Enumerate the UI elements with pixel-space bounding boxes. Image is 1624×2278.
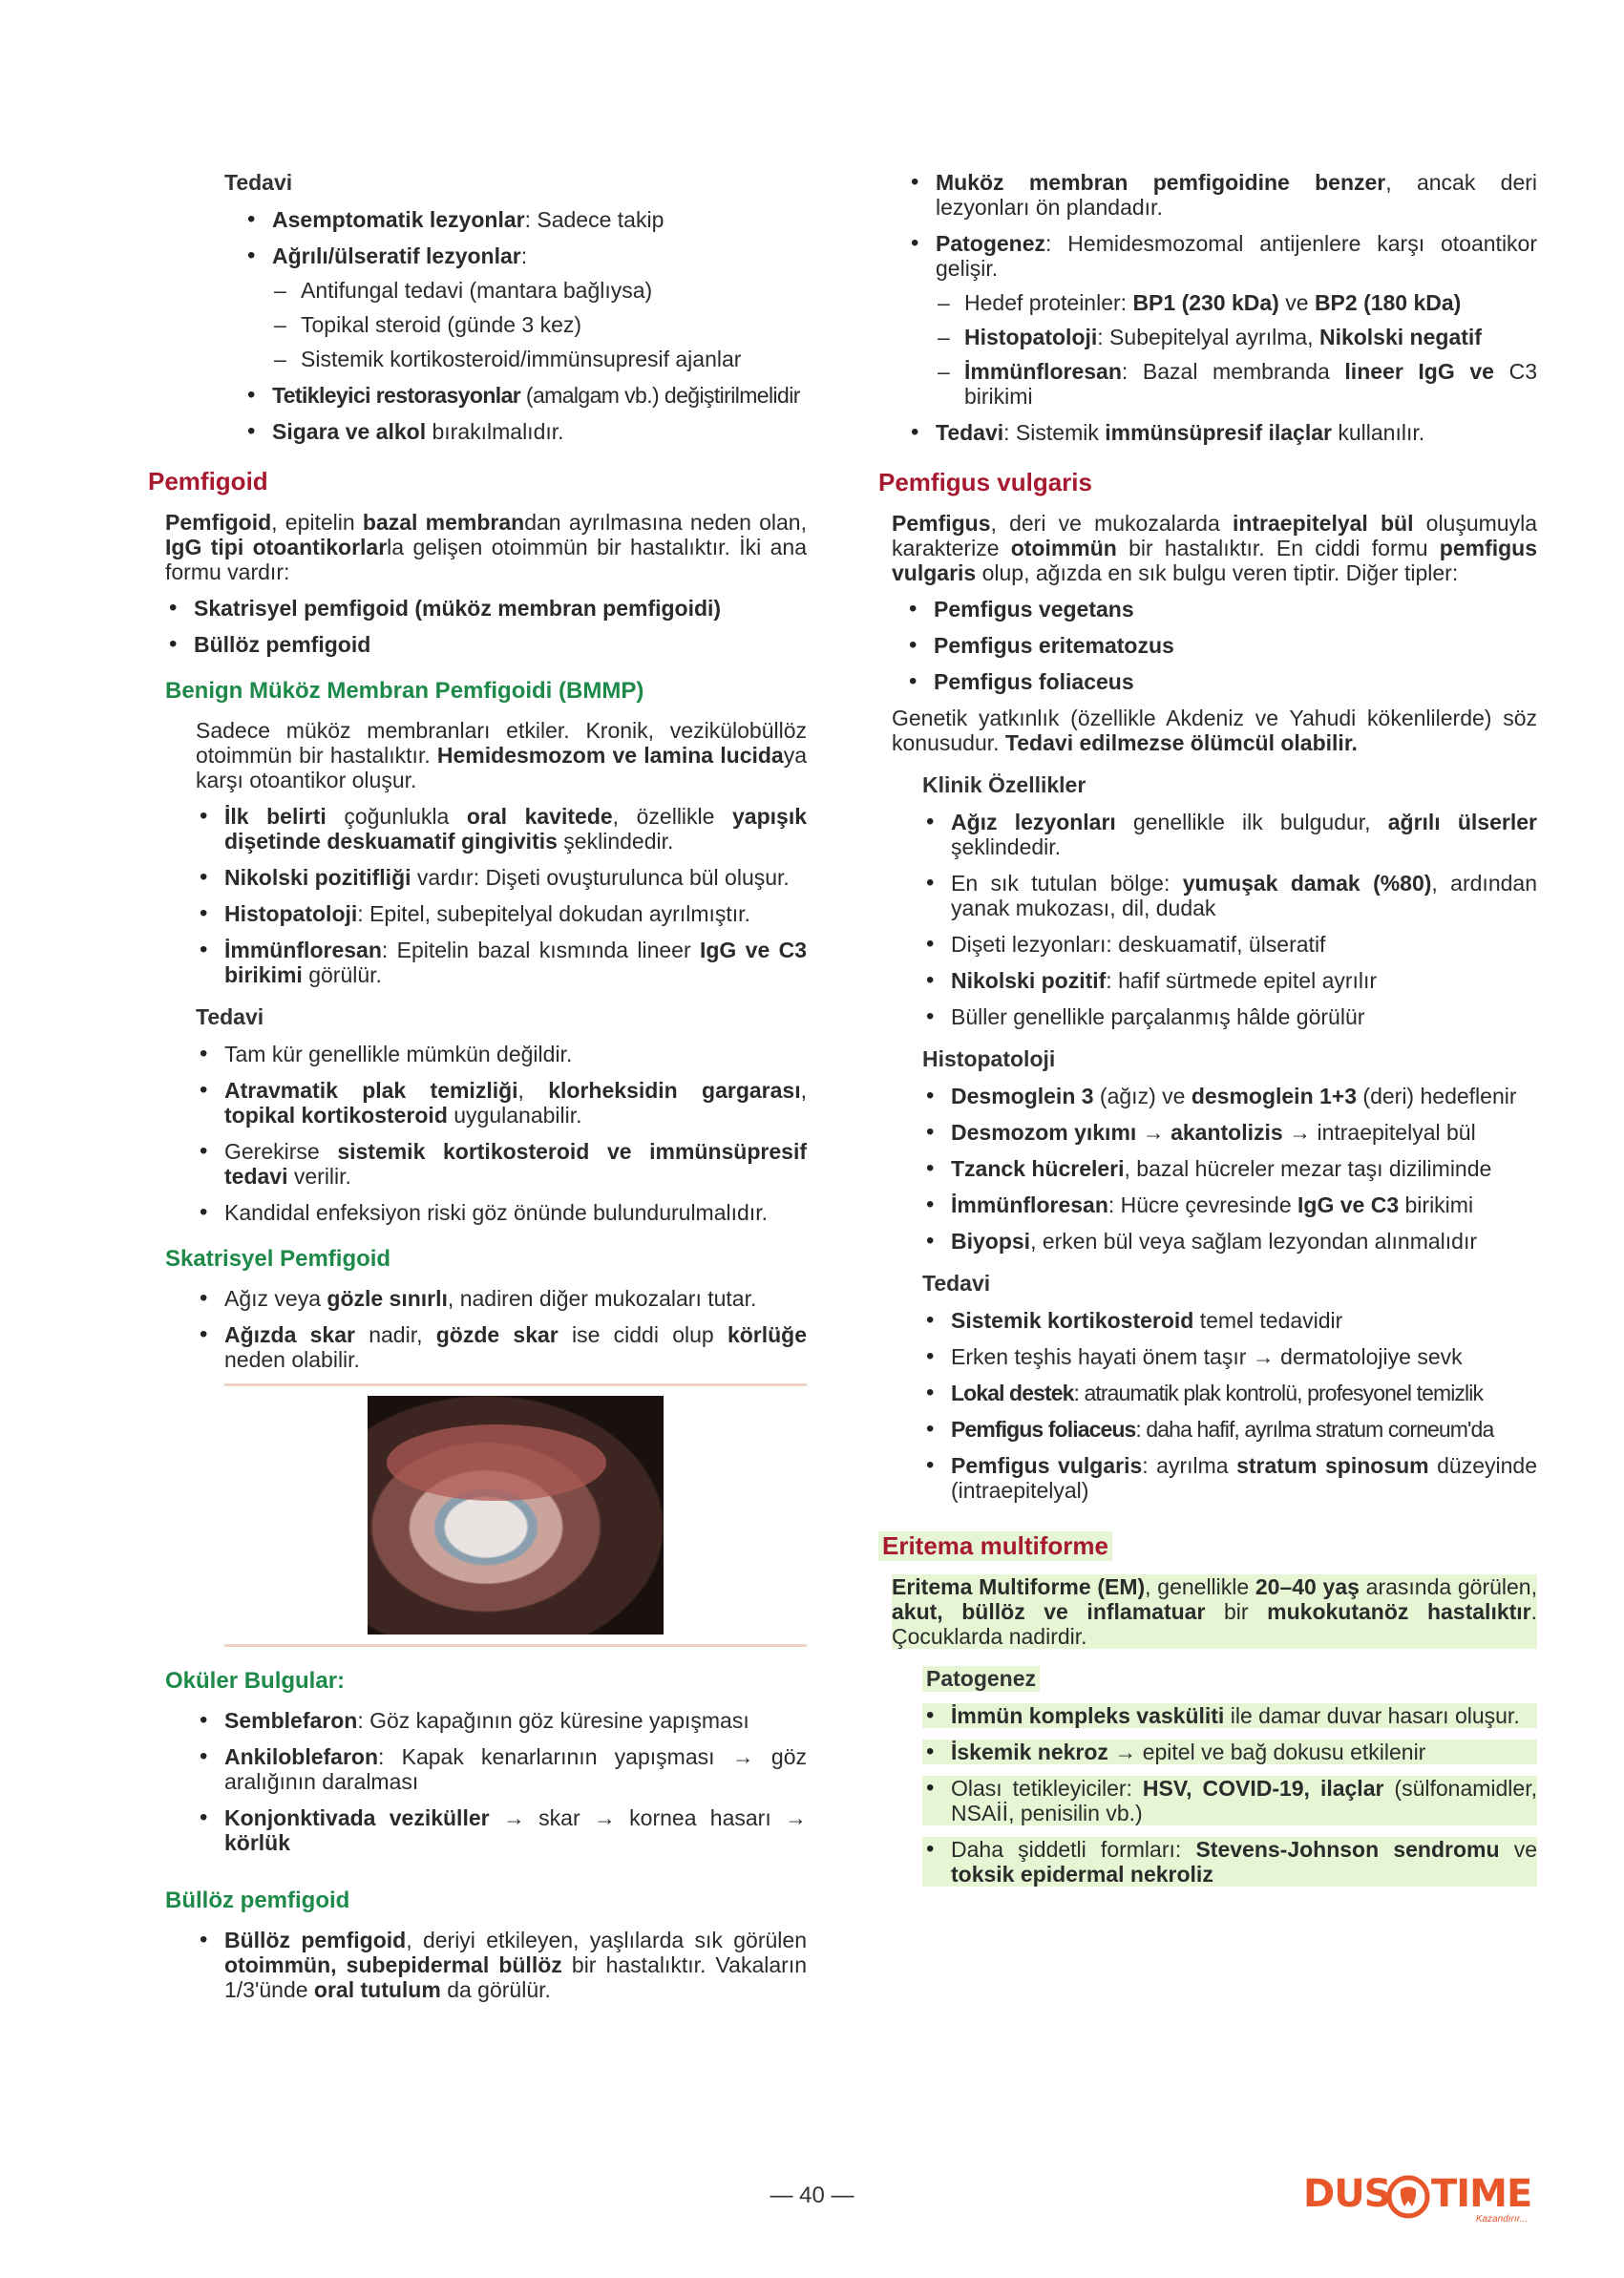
list-item: • Ağızda skar nadir, gözde skar ise ciddi olup körlüğe neden olabilir. bbox=[196, 1322, 807, 1372]
list-item: • Nikolski pozitifliği vardır: Dişeti ovuşturulunca bül oluşur. bbox=[196, 865, 807, 890]
list-item: • Dişeti lezyonları: deskuamatif, ülseratif bbox=[922, 932, 1537, 957]
list-item: • Ağız veya gözle sınırlı, nadiren diğer mukozaları tutar. bbox=[196, 1286, 807, 1311]
sub-item: – Topikal steroid (günde 3 kez) bbox=[272, 312, 807, 337]
list-item: • Pemfigus eritematozus bbox=[905, 633, 1537, 658]
list-item: • Pemfigus foliaceus bbox=[905, 669, 1537, 694]
list-item: • Biyopsi, erken bül veya sağlam lezyondan alınmalıdır bbox=[922, 1229, 1537, 1254]
list-item: • Pemfigus vulgaris: ayrılma stratum spinosum düzeyinde (intraepitelyal) bbox=[922, 1453, 1537, 1503]
divider bbox=[224, 1383, 807, 1386]
list-item: • Ağrılı/ülseratif lezyonlar: – Antifungal tedavi (mantara bağlıysa) – Topikal steroid (günde 3 kez) – Sistemik kortikosteroid/immünsupresif ajanlar bbox=[243, 243, 807, 371]
list-item: • İmmün kompleks vasküliti ile damar duvar hasarı oluşur. bbox=[922, 1703, 1537, 1728]
list-item: • İskemik nekroz → epitel ve bağ dokusu etkilenir bbox=[922, 1740, 1537, 1764]
list-item: • Atravmatik plak temizliği, klorheksidin gargarası, topikal kortikosteroid uygulanabilir. bbox=[196, 1078, 807, 1128]
list-item: • Büller genellikle parçalanmış hâlde görülür bbox=[922, 1004, 1537, 1029]
list-item: • Pemfigus vegetans bbox=[905, 597, 1537, 622]
list-item: • Semblefaron: Göz kapağının göz küresine yapışması bbox=[196, 1708, 807, 1733]
sub-item: – Histopatoloji: Subepitelyal ayrılma, Nikolski negatif bbox=[936, 325, 1537, 349]
list-item: • Büllöz pemfigoid, deriyi etkileyen, yaşlılarda sık görülen otoimmün, subepidermal büllöz bir hastalıktır. Vakaların 1/3'ünde oral tutulum da görülür. bbox=[196, 1928, 807, 2002]
brand-logo: DUS TIME Kazandırır... bbox=[1303, 2172, 1532, 2225]
list-item: • Konjonktivada veziküller → skar → kornea hasarı → körlük bbox=[196, 1805, 807, 1855]
paragraph: Pemfigus, deri ve mukozalarda intraepitelyal bül oluşumuyla karakterize otoimmün bir hastalıktır. En ciddi formu pemfigus vulgaris olup, ağızda en sık bulgu veren tiptir. Diğer tipler: bbox=[892, 511, 1538, 585]
list-item: • Sigara ve alkol bırakılmalıdır. bbox=[243, 419, 807, 444]
list-item: • Sistemik kortikosteroid temel tedavidir bbox=[922, 1308, 1537, 1333]
section-title-okuler: Oküler Bulgular: bbox=[165, 1668, 346, 1694]
list-item: • Desmozom yıkımı → akantolizis → intraepitelyal bül bbox=[922, 1120, 1537, 1145]
list-item: • En sık tutulan bölge: yumuşak damak (%80), ardından yanak mukozası, dil, dudak bbox=[922, 871, 1537, 920]
list-item: • Tedavi: Sistemik immünsüpresif ilaçlar kullanılır. bbox=[907, 420, 1537, 445]
list-item: • Lokal destek: atraumatik plak kontrolü, profesyonel temizlik bbox=[922, 1381, 1537, 1405]
tedavi-heading: Tedavi bbox=[224, 170, 293, 195]
tooth-icon bbox=[1385, 2174, 1431, 2220]
page-number: — 40 — bbox=[770, 2183, 854, 2208]
divider bbox=[224, 1644, 807, 1647]
list-item: • Tetikleyici restorasyonlar (amalgam vb.) değiştirilmelidir bbox=[243, 383, 807, 408]
section-title-bulloz: Büllöz pemfigoid bbox=[165, 1888, 350, 1913]
list-item: • Tzanck hücreleri, bazal hücreler mezar taşı diziliminde bbox=[922, 1156, 1537, 1181]
histopatoloji-heading: Histopatoloji bbox=[922, 1046, 1056, 1071]
list-item: • Büllöz pemfigoid bbox=[165, 632, 807, 657]
list-item: • İlk belirti çoğunlukla oral kavitede, özellikle yapışık dişetinde deskuamatif gingivitis şeklindedir. bbox=[196, 804, 807, 854]
paragraph: Sadece müköz membranları etkiler. Kronik, vezikülobüllöz otoimmün bir hastalıktır. Hemidesmozom ve lamina lucidaya karşı otoantikor oluşur. bbox=[196, 718, 808, 792]
eye-photo bbox=[368, 1396, 664, 1635]
section-title-pemfigus-vulgaris: Pemfigus vulgaris bbox=[878, 468, 1092, 496]
paragraph: Pemfigoid, epitelin bazal membrandan ayrılmasına neden olan, IgG tipi otoantikorlarla gelişen otoimmün bir hastalıktır. İki ana formu vardır: bbox=[165, 510, 808, 584]
paragraph: Eritema Multiforme (EM), genellikle 20–40 yaş arasında görülen, akut, büllöz ve inflamatuar bir mukokutanöz hastalıktır. Çocuklarda nadirdir. bbox=[892, 1574, 1538, 1649]
list-item: • Nikolski pozitif: hafif sürtmede epitel ayrılır bbox=[922, 968, 1537, 993]
list-item: • Skatrisyel pemfigoid (müköz membran pemfigoidi) bbox=[165, 596, 807, 621]
list-item: • Kandidal enfeksiyon riski göz önünde bulundurulmalıdır. bbox=[196, 1200, 807, 1225]
section-title-skatrisyel: Skatrisyel Pemfigoid bbox=[165, 1246, 391, 1272]
list-item: • Erken teşhis hayati önem taşır → dermatolojiye sevk bbox=[922, 1344, 1537, 1369]
right-column bbox=[878, 162, 1537, 1898]
sub-item: – Antifungal tedavi (mantara bağlıysa) bbox=[272, 278, 807, 303]
section-title-pemfigoid: Pemfigoid bbox=[148, 467, 268, 496]
tedavi-heading: Tedavi bbox=[922, 1271, 991, 1296]
left-column bbox=[148, 162, 807, 2014]
list-item: • Gerekirse sistemik kortikosteroid ve immünsüpresif tedavi verilir. bbox=[196, 1139, 807, 1189]
list-item: • Desmoglein 3 (ağız) ve desmoglein 1+3 (deri) hedeflenir bbox=[922, 1084, 1537, 1108]
list-item: • Muköz membran pemfigoidine benzer, ancak deri lezyonları ön plandadır. bbox=[907, 170, 1537, 220]
list-item: • İmmünfloresan: Epitelin bazal kısmında lineer IgG ve C3 birikimi görülür. bbox=[196, 938, 807, 987]
list-item: • Pemfigus foliaceus: daha hafif, ayrılma stratum corneum'da bbox=[922, 1417, 1537, 1442]
sub-item: – Sistemik kortikosteroid/immünsupresif ajanlar bbox=[272, 347, 807, 371]
list-item: • Ağız lezyonları genellikle ilk bulgudur, ağrılı ülserler şeklindedir. bbox=[922, 810, 1537, 859]
sub-item: – Hedef proteinler: BP1 (230 kDa) ve BP2 (180 kDa) bbox=[936, 290, 1537, 315]
list-item: • Olası tetikleyiciler: HSV, COVID-19, ilaçlar (sülfonamidler, NSAİİ, penisilin vb.) bbox=[922, 1776, 1537, 1825]
list-item: • İmmünfloresan: Hücre çevresinde IgG ve C3 birikimi bbox=[922, 1192, 1537, 1217]
list-item: • Tam kür genellikle mümkün değildir. bbox=[196, 1042, 807, 1066]
section-title-eritema-multiforme: Eritema multiforme bbox=[878, 1531, 1537, 1561]
list-item: • Ankiloblefaron: Kapak kenarlarının yapışması → göz aralığının daralması bbox=[196, 1744, 807, 1794]
section-title-bmmp: Benign Müköz Membran Pemfigoidi (BMMP) bbox=[165, 678, 644, 704]
paragraph: Genetik yatkınlık (özellikle Akdeniz ve Yahudi kökenlilerde) söz konusudur. Tedavi edilmezse ölümcül olabilir. bbox=[892, 706, 1537, 755]
patogenez-heading: Patogenez bbox=[922, 1666, 1537, 1692]
list-item: • Histopatoloji: Epitel, subepitelyal dokudan ayrılmıştır. bbox=[196, 901, 807, 926]
sub-item: – İmmünfloresan: Bazal membranda lineer IgG ve C3 birikimi bbox=[936, 359, 1537, 409]
list-item: • Daha şiddetli formları: Stevens-Johnson sendromu ve toksik epidermal nekroliz bbox=[922, 1837, 1537, 1887]
list-item: • Patogenez: Hemidesmozomal antijenlere karşı otoantikor gelişir. – Hedef proteinler: BP1 (230 kDa) ve BP2 (180 kDa) – Histopatoloji: Subepitelyal ayrılma, Nikolski negatif – İmmünfloresan: Bazal membranda lineer IgG ve C3 birikimi bbox=[907, 231, 1537, 409]
list-item: • Asemptomatik lezyonlar: Sadece takip bbox=[243, 207, 807, 232]
tedavi-heading: Tedavi bbox=[196, 1004, 264, 1029]
klinik-heading: Klinik Özellikler bbox=[922, 772, 1086, 797]
